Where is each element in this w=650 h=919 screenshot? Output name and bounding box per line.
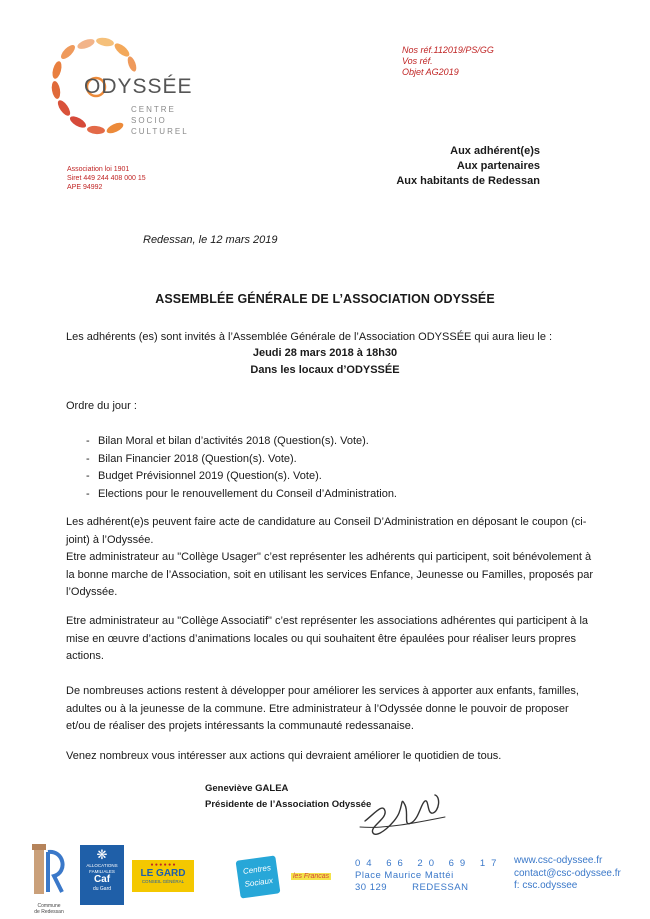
handwritten-signature [355, 783, 450, 841]
centres-sociaux-logo: Centres Sociaux [236, 855, 281, 898]
logo-subtitle: CENTRE SOCIO CULTUREL [131, 105, 189, 136]
signatory [205, 781, 371, 813]
gard-stars-icon: ● ● ● ● ● ● [150, 862, 176, 868]
recipients: Aux adhérent(e)s Aux partenaires Aux habitants de Redessan [396, 145, 540, 187]
logo-name: ODYSSÉE [84, 75, 193, 98]
email-link: contact@csc-odyssee.fr [514, 867, 621, 879]
closing-paragraph: Venez nombreux vous intéresser aux actions qui devraient améliorer le quotidien de tous. [66, 750, 502, 762]
meeting-date: Jeudi 28 mars 2018 à 18h30 [252, 347, 398, 359]
references [402, 45, 494, 78]
francas-logo: les Francas [293, 873, 330, 880]
caf-emblem-icon: ❋ [96, 847, 108, 862]
signatory-role: Présidente de l’Association Odyssée [205, 799, 372, 810]
phone-number: 04 66 20 69 17 [355, 858, 503, 869]
gard-logo: ● ● ● ● ● ● LE GARD CONSEIL GÉNÉRAL [132, 860, 194, 892]
commune-emblem-icon [28, 842, 70, 898]
list-item: - Bilan Financier 2018 (Question(s). Vote). [86, 451, 397, 469]
caf-logo: ❋ ALLOCATIONS FAMILIALES Caf du Gard [80, 845, 124, 905]
list-item: - Bilan Moral et bilan d’activités 2018 (Question(s). Vote). [86, 433, 397, 451]
our-reference: Nos réf.112019/PS/GG [402, 45, 494, 55]
subject-reference: Objet AG2019 [402, 67, 459, 77]
agenda-heading: Ordre du jour : [66, 400, 137, 412]
place-date: Redessan, le 12 mars 2019 [143, 234, 278, 246]
intro-paragraph: Les adhérents (es) sont invités à l’Assemblée Générale de l’Association ODYSSÉE qui aura lieu le : [66, 331, 553, 343]
agenda-list [86, 433, 397, 503]
list-item: - Elections pour le renouvellement du Conseil d’Administration. [86, 486, 397, 504]
college-associatif-paragraph: Etre administrateur au "Collège Associatif" c’est représenter les associations adhérentes qui participent à la mise en œuvre d’actions d’animations locales ou qui souhaitent être épaulées pour réaliser leurs propres actions. [66, 615, 589, 662]
association-info: Association loi 1901 Siret 449 244 408 000 15 APE 94992 [67, 166, 146, 191]
city-line: 30 129 REDESSAN [355, 882, 469, 893]
web-block [514, 855, 621, 893]
contact-block [355, 858, 502, 894]
commune-logo: Commune de Redessan [28, 842, 70, 912]
address-line: Place Maurice Mattéi [355, 870, 454, 881]
candidature-paragraph: Les adhérent(e)s peuvent faire acte de candidature au Conseil D’Administration en déposant le coupon (ci-joint) à l’Odyssée. [66, 516, 587, 546]
facebook-link: f: csc.odyssee [514, 880, 578, 891]
signatory-name: Geneviève GALEA [205, 783, 289, 794]
college-usager-paragraph: Etre administrateur au "Collège Usager" c’est représenter les adhérents qui participent, soit bénévolement à la bonne marche de l’Association, soit en utilisant les services Enfance, Jeunesse ou Familles, proposés par l’Odyssée. [66, 551, 594, 598]
document-title: ASSEMBLÉE GÉNÉRALE DE L’ASSOCIATION ODYSSÉE [155, 292, 495, 306]
website-link: www.csc-odyssee.fr [514, 855, 603, 866]
your-reference: Vos réf. [402, 56, 433, 66]
meeting-place: Dans les locaux d’ODYSSÉE [250, 364, 400, 376]
actions-paragraph: De nombreuses actions restent à développer pour améliorer les services à apporter aux enfants, familles, adultes ou à la jeunesse de la commune. Etre administrateur à l’Odyssée donne le pouvoir de proposer et/ou de réaliser des projets intéressants la communauté redessanaise. [66, 685, 579, 732]
list-item: - Budget Prévisionnel 2019 (Question(s). Vote). [86, 468, 397, 486]
